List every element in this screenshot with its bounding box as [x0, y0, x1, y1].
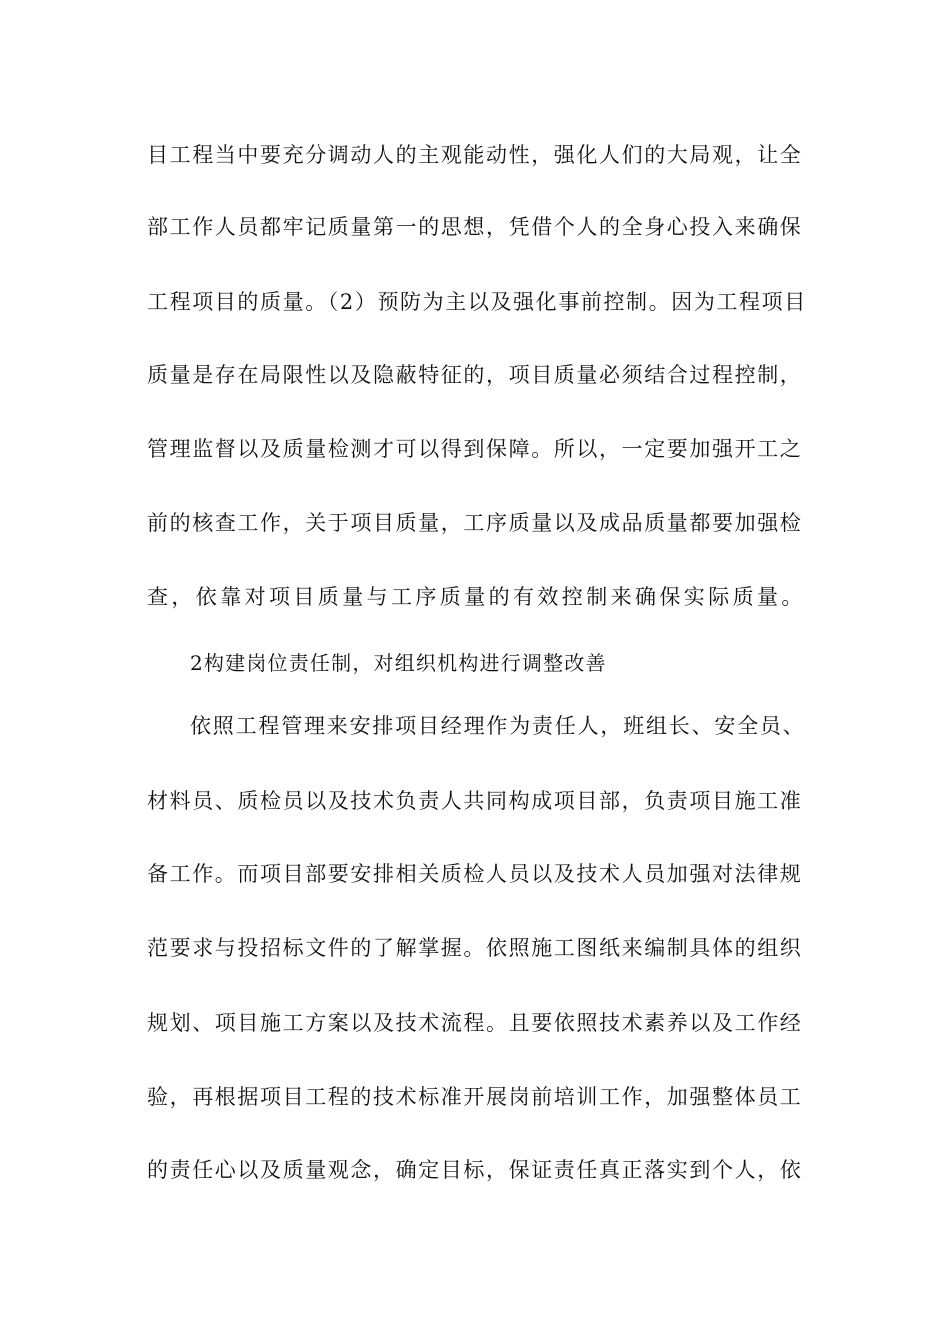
paragraph-line: 质量是存在局限性以及隐蔽特征的，项目质量必须结合过程控制， [147, 363, 803, 387]
paragraph-line: 依照工程管理来安排项目经理作为责任人，班组长、安全员、 [190, 714, 806, 738]
paragraph-line: 材料员、质检员以及技术负责人共同构成项目部，负责项目施工准 [147, 789, 803, 813]
paragraph-line: 管理监督以及质量检测才可以得到保障。所以，一定要加强开工之 [147, 437, 803, 461]
paragraph-line: 规划、项目施工方案以及技术流程。且要依照技术素养以及工作经 [147, 1011, 803, 1035]
paragraph-line: 工程项目的质量。（2）预防为主以及强化事前控制。因为工程项目 [147, 290, 807, 314]
paragraph-line: 验，再根据项目工程的技术标准开展岗前培训工作，加强整体员工 [147, 1085, 803, 1109]
paragraph-line: 部工作人员都牢记质量第一的思想，凭借个人的全身心投入来确保 [147, 215, 803, 239]
paragraph-line: 前的核查工作，关于项目质量，工序质量以及成品质量都要加强检 [147, 511, 803, 535]
section-heading: 2构建岗位责任制，对组织机构进行调整改善 [190, 651, 607, 675]
paragraph-line: 范要求与投招标文件的了解掌握。依照施工图纸来编制具体的组织 [147, 936, 803, 960]
paragraph-line: 目工程当中要充分调动人的主观能动性，强化人们的大局观，让全 [147, 143, 803, 167]
paragraph-line: 查，依靠对项目质量与工序质量的有效控制来确保实际质量。 [147, 585, 806, 609]
paragraph-line: 的责任心以及质量观念，确定目标，保证责任真正落实到个人，依 [147, 1158, 803, 1182]
paragraph-line: 备工作。而项目部要安排相关质检人员以及技术人员加强对法律规 [147, 862, 803, 886]
